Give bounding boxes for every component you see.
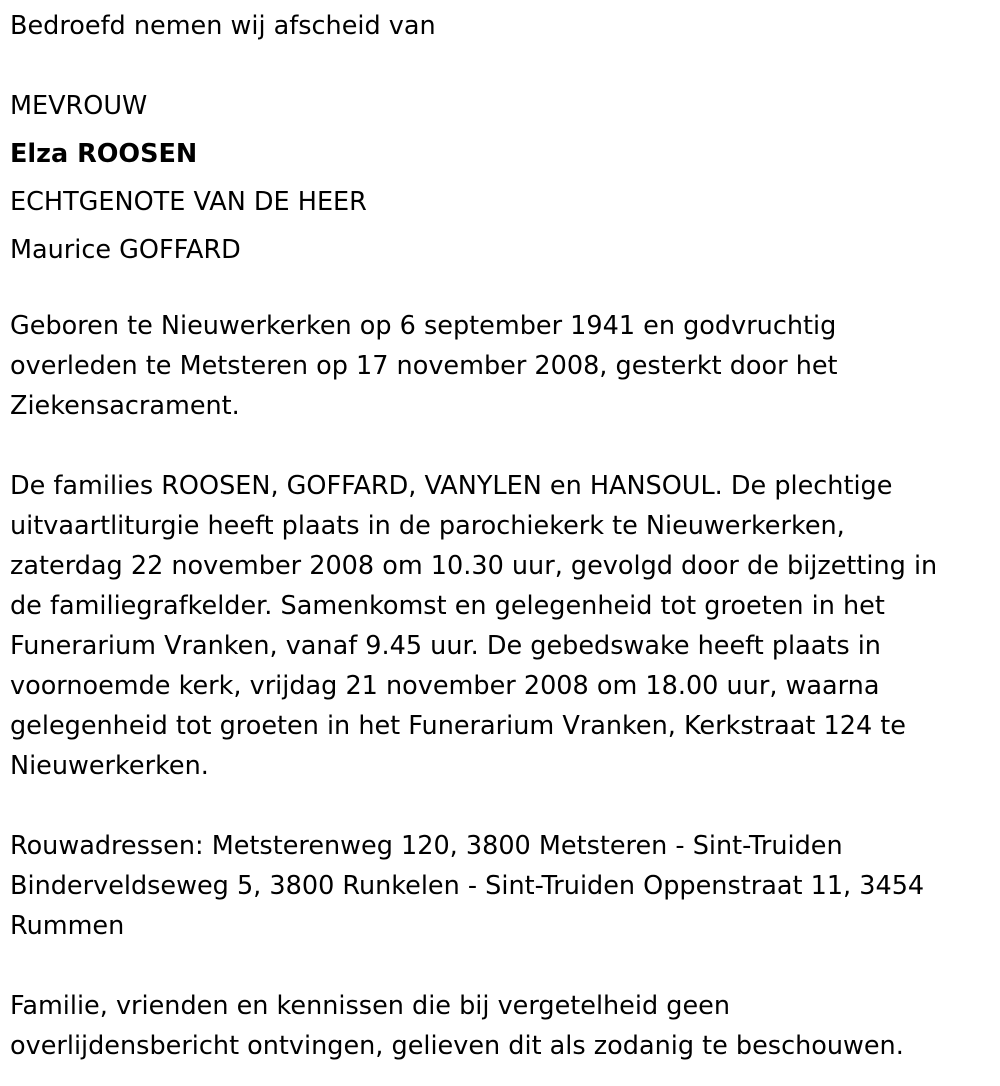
paragraph-line: overleden te Metsteren op 17 november 2008, gesterkt door het	[10, 351, 838, 381]
paragraph-line: De families ROOSEN, GOFFARD, VANYLEN en HANSOUL. De plechtige	[10, 471, 893, 501]
deceased-name: Elza ROOSEN	[10, 139, 198, 169]
spouse-label: ECHTGENOTE VAN DE HEER	[10, 187, 367, 217]
paragraph-line: Binderveldseweg 5, 3800 Runkelen - Sint-Truiden Oppenstraat 11, 3454	[10, 871, 925, 901]
paragraph-line: overlijdensbericht ontvingen, gelieven dit als zodanig te beschouwen.	[10, 1031, 904, 1061]
address-paragraph	[10, 826, 985, 946]
paragraph-line: Nieuwerkerken.	[10, 751, 209, 781]
paragraph-line: Familie, vrienden en kennissen die bij vergetelheid geen	[10, 991, 730, 1021]
paragraph-line: Rouwadressen: Metsterenweg 120, 3800 Metsteren - Sint-Truiden	[10, 831, 843, 861]
spacer	[10, 946, 985, 986]
paragraph-line: zaterdag 22 november 2008 om 10.30 uur, gevolgd door de bijzetting in	[10, 551, 938, 581]
closing-paragraph	[10, 986, 985, 1066]
spacer	[10, 786, 985, 826]
paragraph-line: de familiegrafkelder. Samenkomst en gelegenheid tot groeten in het	[10, 591, 885, 621]
paragraph-line: Funerarium Vranken, vanaf 9.45 uur. De gebedswake heeft plaats in	[10, 631, 881, 661]
paragraph-line: Ziekensacrament.	[10, 391, 240, 421]
paragraph-line: gelegenheid tot groeten in het Funerarium Vranken, Kerkstraat 124 te	[10, 711, 906, 741]
paragraph-line: voornoemde kerk, vrijdag 21 november 2008 om 18.00 uur, waarna	[10, 671, 880, 701]
paragraph-line: Geboren te Nieuwerkerken op 6 september 1941 en godvruchtig	[10, 311, 837, 341]
ceremony-paragraph	[10, 466, 985, 786]
spacer	[10, 50, 985, 82]
spacer	[10, 274, 985, 306]
title-prefix: MEVROUW	[10, 91, 148, 121]
birth-death-paragraph	[10, 306, 985, 426]
obituary-notice	[10, 0, 985, 1066]
spouse-name: Maurice GOFFARD	[10, 235, 241, 265]
paragraph-line: Rummen	[10, 911, 125, 941]
intro-text: Bedroefd nemen wij afscheid van	[10, 11, 436, 41]
spacer	[10, 426, 985, 466]
paragraph-line: uitvaartliturgie heeft plaats in de parochiekerk te Nieuwerkerken,	[10, 511, 845, 541]
